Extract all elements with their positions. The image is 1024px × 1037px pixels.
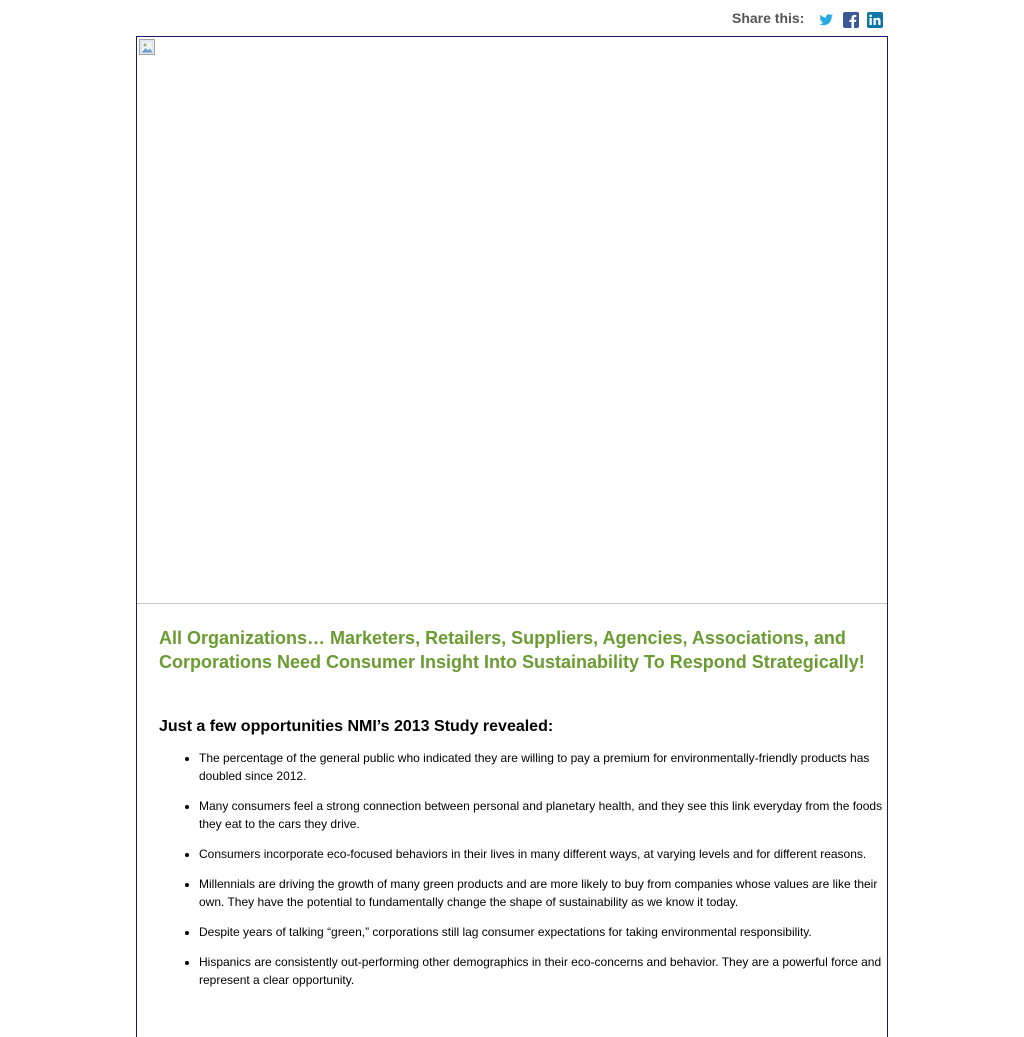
list-item: • Many consumers feel a strong connection between personal and planetary health, and they see this link everyday from the foods they eat to the cars they drive. [199, 797, 905, 833]
linkedin-icon[interactable] [867, 12, 883, 28]
content-container [136, 36, 888, 1037]
headline: All Organizations… Marketers, Retailers, Suppliers, Agencies, Associations, and Corporations Need Consumer Insight Into Sustainability To Respond Strategically! [159, 628, 865, 672]
list-item: • Hispanics are consistently out-performing other demographics in their eco-concerns and behavior. They are a powerful force and represent a clear opportunity. [199, 953, 905, 989]
opportunity-list [159, 749, 905, 1001]
list-item: • Consumers incorporate eco-focused behaviors in their lives in many different ways, at varying levels and for different reasons. [199, 845, 905, 863]
list-item: • Millennials are driving the growth of many green products and are more likely to buy from companies whose values are like their own. They have the potential to fundamentally change the shape of sustainability as we know it today. [199, 875, 905, 911]
facebook-icon[interactable] [843, 12, 859, 28]
twitter-icon[interactable] [818, 12, 834, 28]
subhead: Just a few opportunities NMI’s 2013 Study revealed: [159, 718, 554, 735]
share-label: Share this: [732, 10, 805, 26]
broken-image-icon [139, 39, 155, 55]
list-item: • The percentage of the general public who indicated they are willing to pay a premium for environmentally-friendly products has doubled since 2012. [199, 749, 905, 785]
hero-image [137, 37, 887, 604]
share-bar [0, 0, 1024, 36]
list-item: • Despite years of talking “green,” corporations still lag consumer expectations for taking environmental responsibility. [199, 923, 905, 941]
